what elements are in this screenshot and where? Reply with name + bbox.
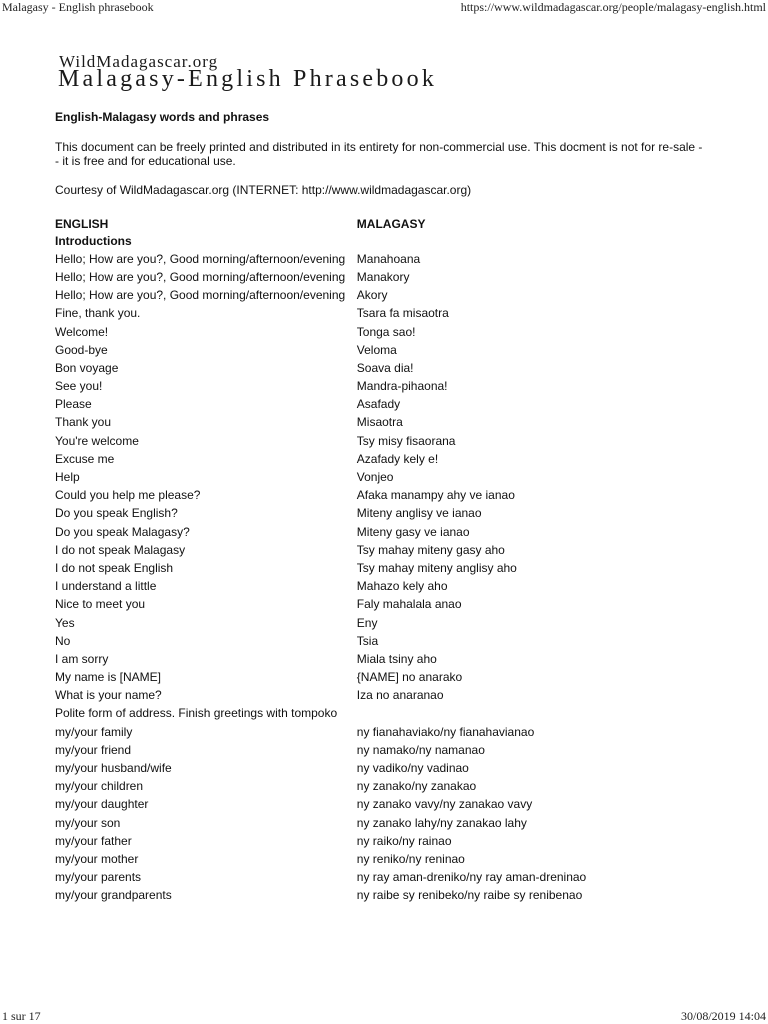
print-header: [0, 0, 768, 14]
english-phrase: my/your parents: [55, 870, 142, 885]
malagasy-phrase: Miteny anglisy ve ianao: [356, 506, 482, 521]
english-phrase: Hello; How are you?, Good morning/afternoon/evening: [55, 269, 346, 284]
english-phrase: I am sorry: [55, 651, 109, 666]
malagasy-phrase: ny zanako/ny zanakao: [356, 779, 477, 794]
section-row: [55, 232, 705, 249]
table-row: [55, 266, 705, 284]
english-phrase: I understand a little: [55, 579, 157, 594]
malagasy-phrase: Akory: [356, 288, 388, 303]
usage-notice: This document can be freely printed and distributed in its entirety for non-commercial use. This docment is not for re-sale -- it is free and for educational use.: [55, 139, 703, 169]
english-phrase: Do you speak Malagasy?: [55, 524, 190, 539]
malagasy-phrase: ny reniko/ny reninao: [356, 851, 465, 866]
english-phrase: my/your grandparents: [55, 888, 172, 903]
table-row: [55, 448, 705, 466]
malagasy-phrase: Miala tsiny aho: [356, 651, 437, 666]
english-phrase: Hello; How are you?, Good morning/afternoon/evening: [55, 288, 346, 303]
malagasy-phrase: ny vadiko/ny vadinao: [356, 761, 469, 776]
malagasy-phrase: Vonjeo: [356, 470, 394, 485]
malagasy-phrase: Manahoana: [356, 251, 421, 266]
malagasy-phrase: Tsy mahay miteny anglisy aho: [356, 560, 517, 575]
english-phrase: my/your husband/wife: [55, 761, 172, 776]
table-row: [55, 430, 705, 448]
english-phrase: Excuse me: [55, 451, 115, 466]
malagasy-phrase: Iza no anaranao: [356, 688, 444, 703]
malagasy-phrase: Eny: [356, 615, 378, 630]
print-footer: [0, 1009, 768, 1023]
courtesy-line: Courtesy of WildMadagascar.org (INTERNET: http://www.wildmadagascar.org): [55, 182, 472, 197]
section-heading-introductions: Introductions: [55, 233, 132, 248]
malagasy-phrase: ny ray aman-dreniko/ny ray aman-dreninao: [356, 870, 587, 885]
malagasy-phrase: Mahazo kely aho: [356, 579, 448, 594]
table-row: [55, 594, 705, 612]
english-phrase: Good-bye: [55, 342, 108, 357]
table-row: [55, 248, 705, 266]
english-phrase: See you!: [55, 379, 103, 394]
malagasy-phrase: Tsara fa misaotra: [356, 306, 449, 321]
english-phrase: my/your family: [55, 724, 133, 739]
table-row: [55, 521, 705, 539]
malagasy-phrase: Tonga sao!: [356, 324, 416, 339]
print-datetime: 30/08/2019 14:04: [680, 1009, 766, 1023]
malagasy-phrase: ny fianahaviako/ny fianahavianao: [356, 724, 535, 739]
table-row: [55, 885, 705, 903]
column-header-english: ENGLISH: [55, 217, 109, 231]
table-row: [55, 412, 705, 430]
table-row: [55, 357, 705, 375]
table-row: [55, 339, 705, 357]
malagasy-phrase: ny zanako lahy/ny zanakao lahy: [356, 815, 527, 830]
malagasy-phrase: Veloma: [356, 342, 397, 357]
english-phrase: Thank you: [55, 415, 112, 430]
table-row: [55, 776, 705, 794]
malagasy-phrase: {NAME] no anarako: [356, 670, 463, 685]
table-row: [55, 485, 705, 503]
malagasy-phrase: Azafady kely e!: [356, 451, 439, 466]
table-row: [55, 321, 705, 339]
malagasy-phrase: Mandra-pihaona!: [356, 379, 448, 394]
english-phrase: Please: [55, 397, 92, 412]
malagasy-phrase: Soava dia!: [356, 360, 414, 375]
english-phrase: Do you speak English?: [55, 506, 178, 521]
english-phrase: my/your daughter: [55, 797, 149, 812]
english-phrase: I do not speak English: [55, 560, 174, 575]
malagasy-phrase: Tsy mahay miteny gasy aho: [356, 542, 505, 557]
english-phrase: my/your father: [55, 833, 132, 848]
malagasy-phrase: [357, 703, 705, 721]
table-row: [55, 376, 705, 394]
malagasy-phrase: ny zanako vavy/ny zanakao vavy: [356, 797, 533, 812]
malagasy-phrase: Faly mahalala anao: [356, 597, 462, 612]
english-phrase: Fine, thank you.: [55, 306, 141, 321]
english-phrase: What is your name?: [55, 688, 162, 703]
malagasy-phrase: Manakory: [356, 269, 410, 284]
english-phrase: Nice to meet you: [55, 597, 146, 612]
english-phrase: my/your children: [55, 779, 144, 794]
document-intro: [55, 110, 705, 197]
print-header-title: Malagasy - English phrasebook: [2, 0, 154, 14]
english-phrase: No: [55, 633, 71, 648]
english-phrase: You're welcome: [55, 433, 139, 448]
table-row: [55, 794, 705, 812]
table-row: [55, 394, 705, 412]
malagasy-phrase: ny namako/ny namanao: [356, 742, 485, 757]
malagasy-phrase: Misaotra: [356, 415, 403, 430]
english-phrase: my/your friend: [55, 742, 132, 757]
table-row: [55, 739, 705, 757]
english-phrase: Yes: [55, 615, 75, 630]
english-phrase: Welcome!: [55, 324, 109, 339]
table-row: [55, 648, 705, 666]
table-row: [55, 848, 705, 866]
english-phrase: my/your mother: [55, 851, 139, 866]
malagasy-phrase: Miteny gasy ve ianao: [356, 524, 470, 539]
table-row: [55, 576, 705, 594]
site-logo-name: WildMadagascar.org: [59, 52, 219, 71]
english-phrase: Bon voyage: [55, 360, 119, 375]
malagasy-phrase: ny raibe sy renibeko/ny raibe sy renibenao: [356, 888, 583, 903]
english-phrase: Help: [55, 470, 80, 485]
table-row: [55, 812, 705, 830]
page-number: 1 sur 17: [2, 1009, 41, 1023]
english-phrase: Could you help me please?: [55, 488, 201, 503]
table-row: [55, 721, 705, 739]
table-row: [55, 466, 705, 484]
table-row: [55, 557, 705, 575]
english-phrase: Polite form of address. Finish greetings with tompoko: [55, 706, 338, 721]
table-row: [55, 285, 705, 303]
table-row: [55, 612, 705, 630]
table-row: [55, 685, 705, 703]
phrase-table: [55, 217, 705, 903]
english-phrase: Hello; How are you?, Good morning/afternoon/evening: [55, 251, 346, 266]
table-row: [55, 757, 705, 775]
table-header-row: [55, 217, 705, 232]
table-row: [55, 867, 705, 885]
english-phrase: My name is [NAME]: [55, 670, 162, 685]
table-row: [55, 539, 705, 557]
column-header-malagasy: MALAGASY: [356, 217, 426, 231]
print-header-url[interactable]: https://www.wildmadagascar.org/people/malagasy-english.html: [460, 0, 766, 14]
table-row: [55, 703, 705, 721]
table-row: [55, 630, 705, 648]
table-row: [55, 303, 705, 321]
malagasy-phrase: Afaka manampy ahy ve ianao: [356, 488, 515, 503]
english-phrase: I do not speak Malagasy: [55, 542, 186, 557]
malagasy-phrase: Asafady: [356, 397, 401, 412]
malagasy-phrase: ny raiko/ny rainao: [356, 833, 452, 848]
table-row: [55, 830, 705, 848]
site-logo-title: Malagasy-English Phrasebook: [58, 66, 438, 92]
document-title: English-Malagasy words and phrases: [55, 110, 270, 124]
malagasy-phrase: Tsy misy fisaorana: [356, 433, 456, 448]
english-phrase: my/your son: [55, 815, 121, 830]
malagasy-phrase: Tsia: [356, 633, 379, 648]
table-row: [55, 667, 705, 685]
table-row: [55, 503, 705, 521]
